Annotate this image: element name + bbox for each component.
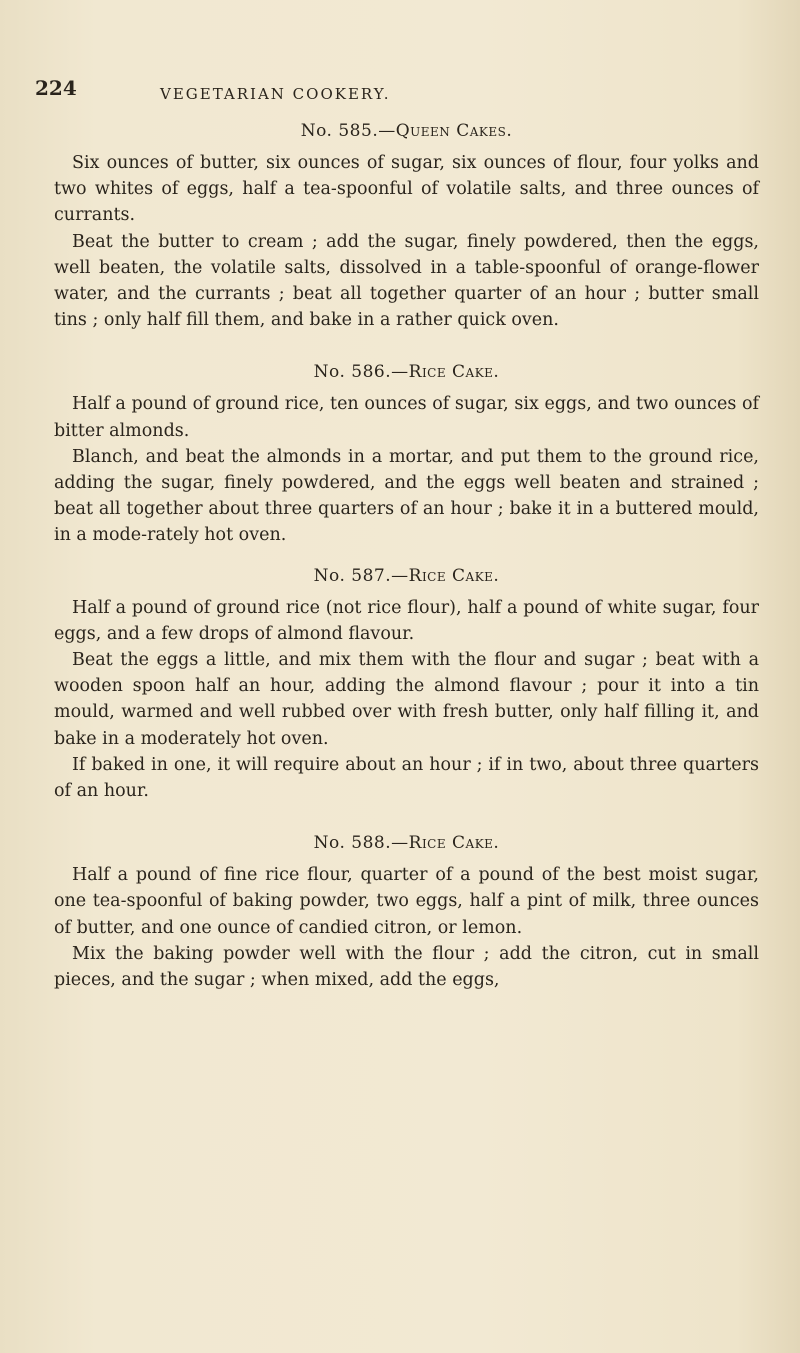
running-head — [0, 76, 800, 106]
recipe-number: No. 588. — [313, 833, 392, 854]
recipe-paragraph: Mix the baking powder well with the flour ; add the citron, cut in small pieces, and the sugar ; when mixed, add the eggs, — [54, 943, 759, 991]
recipe-name: Rice Cake. — [408, 362, 500, 383]
recipe-name: Rice Cake. — [408, 833, 500, 854]
page-body — [54, 112, 759, 993]
page-number: 224 — [35, 76, 77, 100]
recipe-title-588: No. 588.—Rice Cake. — [313, 833, 500, 854]
recipe-paragraph: Half a pound of ground rice, ten ounces of sugar, six eggs, and two ounces of bitter almonds. — [54, 394, 759, 441]
recipe-name: Rice Cake. — [408, 565, 500, 586]
recipe-name: Queen Cakes. — [395, 121, 513, 141]
recipe-paragraph: Six ounces of butter, six ounces of sugar, six ounces of flour, four yolks and two whites of eggs, half a tea-spoonful of volatile salts, and three ounces of currants. — [54, 153, 759, 226]
recipe-paragraph: Beat the butter to cream ; add the sugar, finely powdered, then the eggs, well beaten, the volatile salts, dissolved in a table-spoonful of orange-flower water, and the currants ; beat all together quarter of an hour ; butter small tins ; only half fill them, and bake in a rather quick oven. — [54, 231, 759, 331]
running-title: VEGETARIAN COOKERY. — [160, 85, 391, 103]
recipe-title-587: No. 587.—Rice Cake. — [313, 565, 500, 586]
recipe-paragraph: Half a pound of ground rice (not rice flour), half a pound of white sugar, four eggs, and a few drops of almond flavour. — [54, 597, 759, 644]
recipe-paragraph: Beat the eggs a little, and mix them with the flour and sugar ; beat with a wooden spoon half an hour, adding the almond flavour ; pour it into a tin mould, warmed and well rubbed over with fresh butter, only half filling it, and bake in a moderately hot oven. — [54, 650, 759, 749]
recipe-title-585: No. 585.—Queen Cakes. — [300, 121, 513, 141]
recipe-number: No. 587. — [313, 565, 392, 586]
recipe-paragraph: Blanch, and beat the almonds in a mortar, and put them to the ground rice, adding the sugar, finely powdered, and the eggs well beaten and strained ; beat all together about three quarters of an hour ; bake it in a buttered mould, in a mode-rately hot oven. — [54, 446, 759, 546]
recipe-paragraph: Half a pound of fine rice flour, quarter of a pound of the best moist sugar, one tea-spoonful of baking powder, two eggs, half a pint of milk, three ounces of butter, and one ounce of candied citron, or lemon. — [54, 865, 759, 938]
recipe-paragraph: If baked in one, it will require about an hour ; if in two, about three quarters of an hour. — [54, 754, 759, 802]
recipe-number: No. 585. — [300, 121, 379, 141]
recipe-number: No. 586. — [313, 362, 392, 383]
recipe-title-586: No. 586.—Rice Cake. — [313, 362, 500, 383]
